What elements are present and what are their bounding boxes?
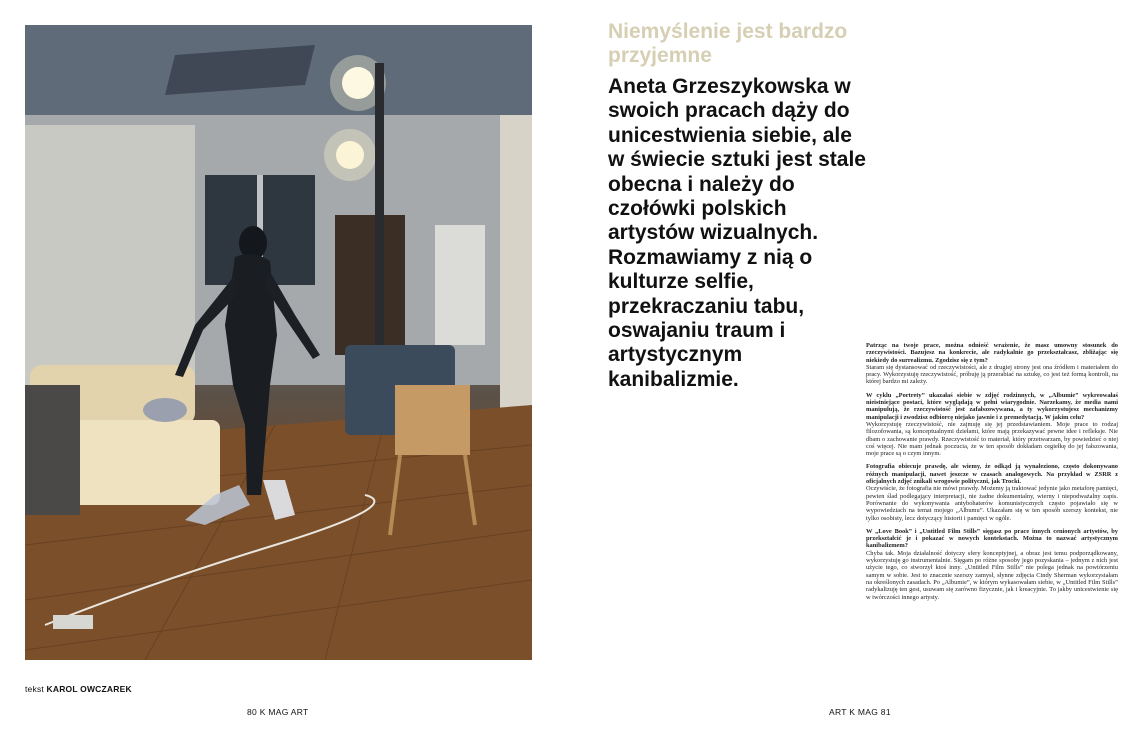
article-block xyxy=(866,342,1118,386)
answer-text: Staram się dystansować od rzeczywistości, ale z drugiej strony jest ona źródłem i materiałem do pracy. Wykorzystuję rzeczywistość, próbuję ją przerabiać na sztukę, co jest też formą kontroli, na której bardzo mi zależy. xyxy=(866,363,1118,386)
question-text: W cyklu „Portrety” ukazałaś siebie w zdjęć rodzinnych, w „Albumie” wykreowałaś nieistniejące postaci, które wyglądają w pełni wiarygodnie. Narzekamy, że media nami manipulują, że rzeczywistość jest zafałszowywana, a ty wykorzystujesz mechanizmy manipulacji i zwodzisz odbiorcę niejako jawnie i z premedytacją. W jakim celu? xyxy=(866,391,1118,421)
artist-studio-photo xyxy=(25,25,532,660)
answer-text: Oczywiście, że fotografia nie mówi prawdy. Możemy ją traktować jedynie jako metaforę pamięci, pewien ślad podlegający interpretacji, nie żadne dokumentalny, wierny i niepodważalny zapis. Porównanie do wykonywania antybohaterów komunistycznych często pojawiało się w wypowiedziach na temat mojego „Albumu”. Ukazałam się w ten sposób szerszy kontekst, nie tylko osobisty, lecz dotyczący historii i pamięci w ogóle. xyxy=(866,485,1118,522)
article-block xyxy=(866,392,1118,458)
question-text: W „Love Book” i „Untitled Film Stills” sięgasz po prace innych cenionych artystów, by przekształcić je i pokazać w nowych kontekstach. Można to nazwać artystycznym kanibalizmem? xyxy=(866,527,1118,550)
kicker-title: Niemyślenie jest bardzo przyjemne xyxy=(608,20,848,67)
question-text: Patrząc na twoje prace, można odnieść wrażenie, że masz umowny stosunek do rzeczywistości. Bazujesz na konkrecie, ale radykalnie go przekształcasz, zbliżając się niekiedy do surrealizmu. Zgodzisz się z tym? xyxy=(866,342,1118,364)
author-credit xyxy=(25,684,132,694)
article-block xyxy=(866,528,1118,601)
credit-label: tekst xyxy=(25,684,44,694)
answer-text: Chyba tak. Moja działalność dotyczy sfery konceptyjnej, a obraz jest temu podporządkowany, wykorzystuję go instrumentalnie. Sięgam po różne sposoby jego pozyskania – jednym z nich jest użycie tego, co stworzył ktoś inny. „Untitled Film Stills” nie polega jednak na powtórzeniu samym w sobie. Jest to znacznie szerszy zamysł, słynne zdjęcia Cindy Sherman wykorzystałam na określonych zasadach. Po „Albumie”, w którym wykasowałam siebie, w „Untitled Film Stills” radykalizuję ten gest, usuwam się zarówno fizycznie, jak i kreacyjnie. To jakby unicestwienie się w twórczości innego artysty. xyxy=(866,549,1118,601)
interview-article xyxy=(866,342,1118,607)
article-block xyxy=(866,463,1118,521)
page-number-left: 80 K MAG ART xyxy=(247,707,309,717)
question-text: Fotografia obiecuje prawdę, ale wiemy, że odkąd ją wynaleziono, często dokonywano różnych manipulacji, nawet jeszcze w czasach analogowych. Na przykład w ZSRR z oficjalnych zdjęć znikali wrogowie polityczni, jak Trocki. xyxy=(866,463,1118,486)
lead-paragraph: Aneta Grzeszykowska w swoich pracach dąży do unicestwienia siebie, ale w świecie sztuki jest stale obecna i należy do czołówki polskich artystów wizualnych. Rozmawiamy z nią o kulturze selfie, przekraczaniu tabu, oswajaniu traum i artystycznym kanibalizmie. xyxy=(608,75,866,391)
photo-artist-studio-icon xyxy=(25,25,532,660)
answer-text: Wykorzystuję rzeczywistość, nie zajmuję się jej przedstawianiem. Moje prace to rodzaj filozofowania, są konceptualnymi dziełami, które mają przekazywać pewne idee i refleksje. Nie dbam o zachowanie prawdy. Rzeczywistość to materiał, który przetwarzam, by powiedzieć o niej coś więcej. Nie mam jednak poczucia, że w ten sposób dokładam cegiełkę do jej fałszowania, moje prace są o czym innym. xyxy=(866,420,1118,458)
credit-author: KAROL OWCZAREK xyxy=(46,684,132,694)
page-number-right: ART K MAG 81 xyxy=(829,707,891,717)
